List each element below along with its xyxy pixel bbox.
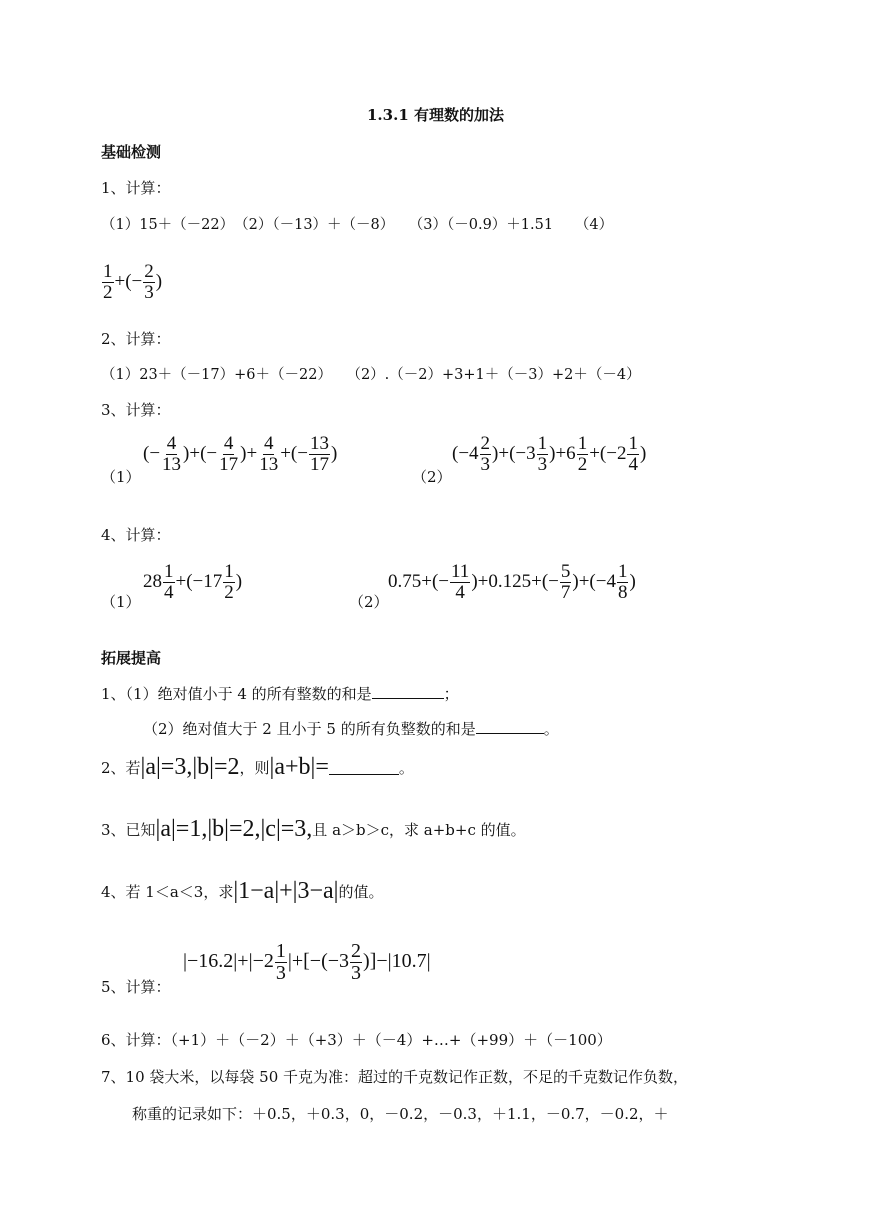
q4-label: 4、计算： [101, 526, 171, 544]
ext-q1a: 1、（1）绝对值小于 4 的所有整数的和是 ； [101, 685, 459, 703]
q2-label: 2、计算： [101, 330, 171, 348]
answer-blank[interactable] [329, 760, 399, 775]
ext-q5-label: 5、计算： [101, 978, 171, 996]
q3-part1-label: （1） [101, 468, 141, 486]
q3-part1-expression: (− $\frac{4}{13}$ )+(− $\frac{4}{17}$ )+ $\frac{4}{13}$ +(− $\frac{13}{17}$ ) [143, 433, 338, 475]
fraction: $\frac{2}{3}$ [144, 261, 154, 303]
ext-q7-line1: 7、10 袋大米，以每袋 50 千克为准：超过的千克数记作正数，不足的千克数记作负数， [101, 1068, 689, 1086]
q4-part2-label: （2） [349, 593, 389, 611]
ext-q2: 2、若|a|=3,|b|=2，则|a+b|= 。 [101, 754, 414, 780]
q3-part2-label: （2） [412, 468, 452, 486]
section-heading-extension: 拓展提高 [101, 649, 162, 667]
fraction: $\frac{1}{2}$ [103, 261, 113, 303]
ext-q4: 4、若 1＜a＜3，求|1−a|+|3−a|的值。 [101, 878, 384, 904]
ext-q5-expression: |−16.2|+|−2 $\frac{1}{3}$ |+[−(−3 $\frac{2}{3}$ )]−|10.7| [183, 940, 431, 984]
section-heading-basic: 基础检测 [101, 143, 162, 161]
q2-line: （1）23＋（－17）+6＋（－22） （2）.（－2）+3+1＋（－3）+2＋（－4） [101, 367, 641, 383]
ext-q7-line2: 称重的记录如下：＋0.5，＋0.3，0，－0.2，－0.3，＋1.1，－0.7，－0.2，＋ [132, 1105, 669, 1123]
q4-part1-expression: 28 $\frac{1}{4}$ +(−17 $\frac{1}{2}$ ) [143, 561, 243, 603]
answer-blank[interactable] [372, 684, 444, 699]
q4-part2-expression: 0.75+(− $\frac{11}{4}$ )+0.125+(− $\frac{5}{7}$ )+(−4 $\frac{1}{8}$ ) [388, 561, 636, 603]
q4-part1-label: （1） [101, 593, 141, 611]
q3-part2-expression: (−4 $\frac{2}{3}$ )+(−3 $\frac{1}{3}$ )+6 $\frac{1}{2}$ +(−2 $\frac{1}{4}$ ) [452, 433, 647, 475]
q3-label: 3、计算： [101, 401, 171, 419]
q1-line: （1）15＋（－22） （2）（－13）＋（－8） （3）（－0.9）＋1.51 （4） [101, 217, 614, 233]
ext-q3: 3、已知|a|=1,|b|=2,|c|=3,且 a＞b＞c，求 a+b+c 的值。 [101, 816, 526, 842]
page-title: 1.3.1 有理数的加法 [367, 106, 504, 124]
q1-sub4-expression: $\frac{1}{2}$ +(− $\frac{2}{3}$ ) [103, 261, 163, 303]
ext-q6: 6、计算：（+1）＋（－2）＋（+3）＋（－4）+…+（+99）＋（－100） [101, 1031, 612, 1049]
ext-q1b: （2）绝对值大于 2 且小于 5 的所有负整数的和是 。 [143, 720, 559, 738]
q1-label: 1、计算： [101, 179, 171, 197]
answer-blank[interactable] [476, 719, 544, 734]
